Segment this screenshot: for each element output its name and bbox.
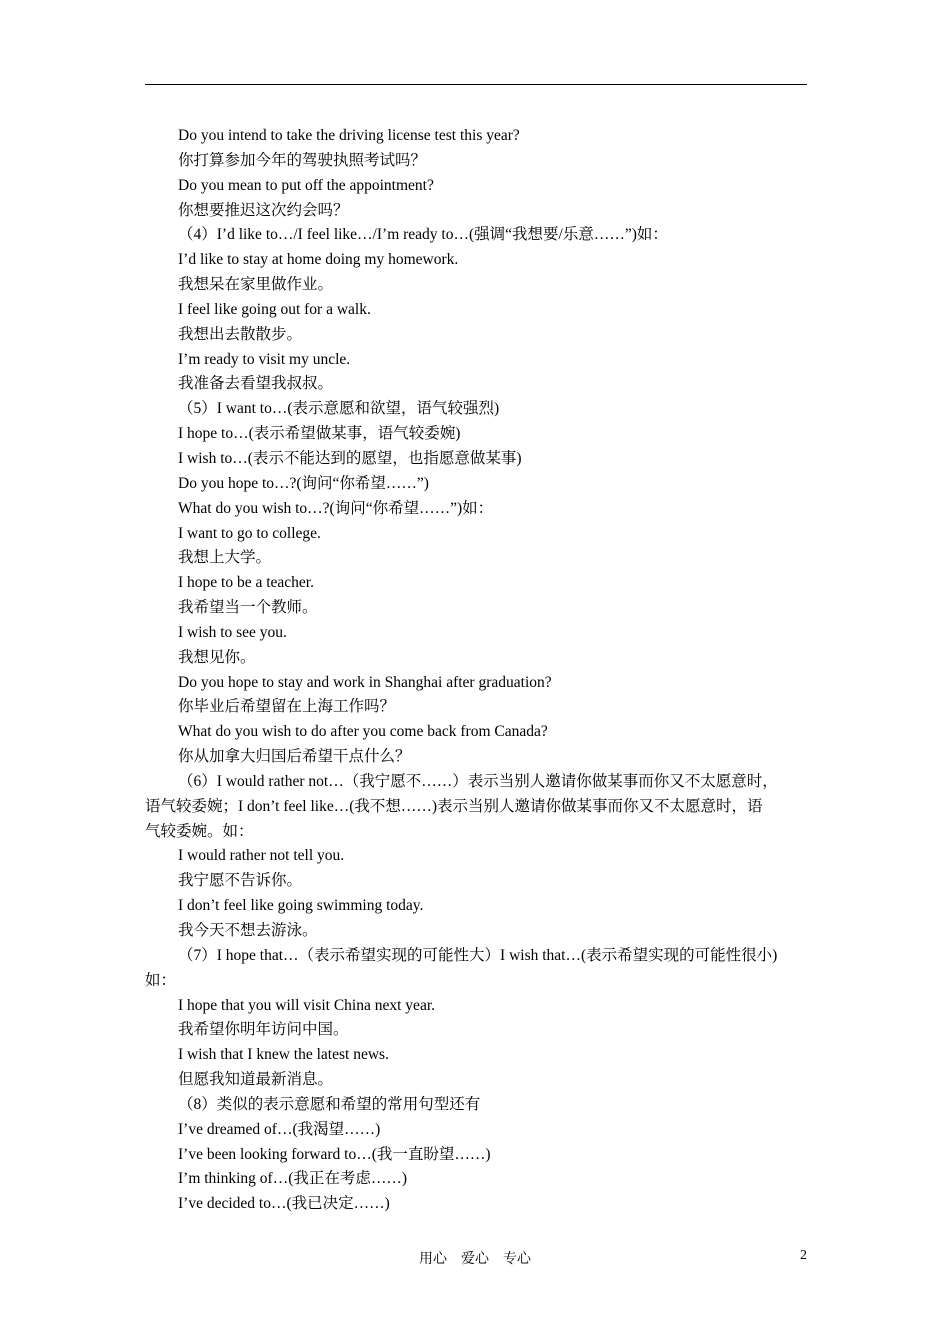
text-line: I’ve decided to…(我已决定……) (178, 1195, 390, 1213)
text-line: （7）I hope that…（表示希望实现的可能性大）I wish that…(表示希望实现的可能性很小) (178, 946, 778, 964)
text-line: I hope to be a teacher. (178, 574, 314, 592)
text-line: 我希望你明年访问中国。 (178, 1021, 349, 1039)
text-line: 我准备去看望我叔叔。 (178, 375, 334, 393)
text-line: 我想出去散散步。 (178, 325, 303, 343)
page-number: 2 (800, 1248, 807, 1263)
text-line: I’m thinking of…(我正在考虑……) (178, 1170, 408, 1188)
text-line: I wish that I knew the latest news. (178, 1046, 389, 1064)
text-line: （8）类似的表示意愿和希望的常用句型还有 (178, 1095, 481, 1113)
text-line: 语气较委婉；I don’t feel like…(我不想……)表示当别人邀请你做某事而你又不太愿意时，语 (145, 797, 763, 815)
text-line: （4）I’d like to…/I feel like…/I’m ready to…(强调“我想要/乐意……”)如： (178, 226, 668, 244)
text-line: 如： (145, 971, 177, 989)
text-line: 你想要推迟这次约会吗？ (178, 201, 349, 219)
text-line: I’d like to stay at home doing my homework. (178, 251, 459, 269)
text-line: I’ve been looking forward to…(我一直盼望……) (178, 1145, 491, 1163)
document-body (145, 124, 807, 1217)
text-line: 你从加拿大归国后希望干点什么？ (178, 748, 411, 766)
text-line: What do you wish to…?(询问“你希望……”)如： (178, 499, 494, 517)
text-line: I hope that you will visit China next year. (178, 996, 435, 1014)
text-line: What do you wish to do after you come back from Canada? (178, 723, 548, 741)
text-line: I hope to…(表示希望做某事，语气较委婉) (178, 425, 461, 443)
text-line: 但愿我知道最新消息。 (178, 1071, 334, 1089)
footer-motto: 用心 爱心 专心 (419, 1252, 531, 1267)
text-line: 我想见你。 (178, 648, 256, 666)
text-line: 你打算参加今年的驾驶执照考试吗？ (178, 151, 427, 169)
text-line: Do you hope to…?(询问“你希望……”) (178, 474, 429, 492)
text-line: 我今天不想去游泳。 (178, 922, 318, 939)
text-line: 我希望当一个教师。 (178, 599, 318, 617)
text-line: I would rather not tell you. (178, 847, 345, 865)
text-line: （5）I want to…(表示意愿和欲望，语气较强烈) (178, 400, 500, 418)
text-line: I want to go to college. (178, 524, 321, 542)
text-line: I wish to see you. (178, 623, 287, 641)
text-line: 气较委婉。如： (145, 822, 254, 840)
text-line: Do you hope to stay and work in Shanghai after graduation? (178, 673, 552, 691)
text-line: （6）I would rather not…（我宁愿不……）表示当别人邀请你做某事而你又不太愿意时， (178, 772, 778, 790)
text-line: Do you intend to take the driving license test this year? (178, 127, 520, 144)
text-line: I’m ready to visit my uncle. (178, 350, 351, 368)
text-line: I wish to…(表示不能达到的愿望，也指愿意做某事) (178, 449, 522, 467)
text-line: I don’t feel like going swimming today. (178, 897, 424, 915)
text-line: Do you mean to put off the appointment? (178, 176, 434, 194)
text-line: I feel like going out for a walk. (178, 300, 371, 318)
text-line: 我想呆在家里做作业。 (178, 276, 334, 294)
header-rule (145, 84, 807, 85)
text-line: 我宁愿不告诉你。 (178, 872, 303, 890)
text-line: 你毕业后希望留在上海工作吗？ (178, 698, 396, 716)
text-line: 我想上大学。 (178, 549, 272, 567)
text-line: I’ve dreamed of…(我渴望……) (178, 1120, 381, 1138)
